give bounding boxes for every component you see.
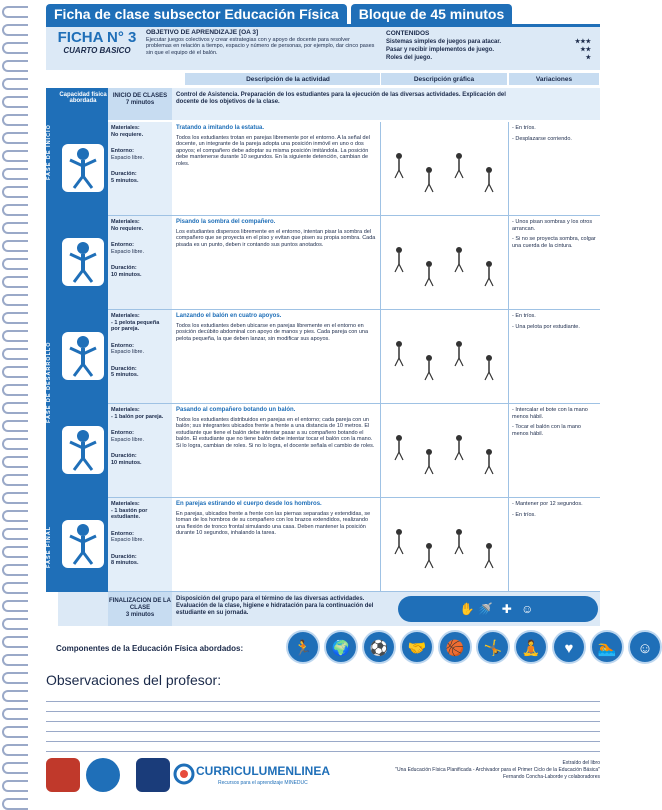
materials-value: No requiere. [111,131,144,138]
duration-value: 5 minutos. [111,177,139,184]
component-icon: ☺ [628,630,662,664]
spiral-ring [2,222,28,234]
ficha-level: CUARTO BASICO [63,46,131,55]
setting-label: Entorno: [111,530,134,537]
variation-item: - Una pelota por estudiante. [512,323,580,330]
header [46,4,512,24]
spiral-ring [2,438,28,450]
variations-cell [508,404,600,497]
star-rating: ★★★ [574,39,591,45]
closing-label-text: FINALIZACION DE LA CLASE [109,598,171,611]
capacity-title: Capacidad física abordada [58,88,108,120]
curriculum-logo-icon [174,764,194,784]
spiral-binding [0,0,30,800]
footer [46,756,600,796]
materials-cell [108,498,172,591]
star-rating: ★★ [580,47,591,53]
materials-label: Materiales: [111,501,140,507]
capacity-figure-icon [62,520,104,568]
setting-label: Entorno: [111,430,134,436]
activity-diagram-icon [381,310,509,404]
phase-start-label: FASE DE INICIO [46,124,52,180]
spiral-ring [2,456,28,468]
materials-value: - 1 bastón por estudiante. [111,507,148,520]
spiral-ring [2,474,28,486]
credit-line: "Una Educación Física Planificada - Archivador para el Primer Ciclo de la Educación Básica" [395,767,600,773]
intro-row [108,88,600,120]
duration-value: 8 minutos. [111,560,139,566]
variation-item: - Desplazarse corriendo. [512,135,572,142]
components [46,628,653,668]
capacity-figure-icon [62,144,104,192]
activity-cell [172,310,380,403]
variation-item: - Tocar el balón con la mano menos hábil. [512,424,581,437]
ficha-number: FICHA N° 3 [57,29,137,46]
content-label: Sistemas simples de juegos para atacar. [386,39,502,45]
observation-line[interactable] [46,732,600,742]
component-icon: ♥ [552,630,586,664]
variations-cell [508,310,600,403]
spiral-ring [2,492,28,504]
phase-final-label: FASE FINAL [46,525,52,569]
activity-description: Todos los estudiantes trotan en parejas libremente por el entorno. A la señal del docente, un integrante de la pareja adopta una posición inmóvil en uno o dos apoyos; el compañero debe adoptar su misma posición imitándola. La posición debe mantenerse durante 10 segundos. En la siguiente detención, cambian de roles. [176,134,370,167]
closing-duration: 3 minutos [125,612,155,618]
activity-row [108,404,600,498]
variation-item: - Intercalar el bote con la mano menos hábil. [512,407,588,420]
observation-line[interactable] [46,712,600,722]
spiral-ring [2,186,28,198]
graphic-cell [380,122,508,215]
setting-value: Espacio libre. [111,154,145,161]
spiral-ring [2,132,28,144]
spiral-ring [2,528,28,540]
closing-text: Disposición del grupo para el término de las diversas actividades. Evaluación de la clase, higiene e hidratación para la continuación del estudiante en su jornada. [176,596,374,616]
spiral-ring [2,204,28,216]
spiral-ring [2,384,28,396]
star-rating: ★ [585,55,591,61]
activity-title: Pisando la sombra del compañero. [176,219,276,225]
duration-value: 10 minutos. [111,271,142,278]
duration-label: Duración: [111,453,137,459]
duration-label: Duración: [111,171,137,177]
materials-label: Materiales: [111,219,140,225]
capacity-figure-icon [62,238,104,286]
activity-diagram-icon [381,122,509,216]
observations-title: Observaciones del profesor: [46,672,222,688]
activity-cell [172,216,380,309]
contents [386,30,591,62]
spiral-ring [2,294,28,306]
observation-line[interactable] [46,692,600,702]
variations-cell [508,122,600,215]
spiral-ring [2,726,28,738]
region-seal-icon [46,758,80,792]
capacity-figure-icon [62,332,104,380]
spiral-ring [2,420,28,432]
activity-row [108,498,600,592]
spiral-ring [2,618,28,630]
header-graphic: Descripción gráfica [380,72,508,86]
spiral-ring [2,654,28,666]
spiral-ring [2,780,28,792]
duration-value: 10 minutos. [111,459,142,466]
spiral-ring [2,636,28,648]
institution-logo-icon [86,758,120,792]
spiral-ring [2,582,28,594]
observations [46,672,600,752]
variation-item: - Mantener por 12 segundos. [512,501,583,507]
spiral-ring [2,114,28,126]
component-icon: 🏀 [438,630,472,664]
activity-cell [172,122,380,215]
activity-title: Pasando al compañero botando un balón. [176,407,296,413]
content-item [386,54,591,62]
spiral-ring [2,60,28,72]
content-item [386,38,591,46]
spiral-ring [2,168,28,180]
component-icon: 🏊 [590,630,624,664]
credits [340,760,600,781]
spiral-ring [2,330,28,342]
component-icon: 🤝 [400,630,434,664]
variations-cell [508,498,600,591]
materials-value: - 1 balón por pareja. [111,413,164,420]
content-label: Roles del juego. [386,55,433,61]
component-icon: 🧘 [514,630,548,664]
variations-cell [508,216,600,309]
setting-value: Espacio libre. [111,349,145,355]
materials-label: Materiales: [111,313,140,319]
materials-cell [108,310,172,403]
activity-diagram-icon [381,498,509,592]
spiral-ring [2,402,28,414]
activity-description: Todos los estudiantes deben ubicarse en parejas libremente en el entorno en posición decúbito abdominal con apoyo de manos y pies. Cada pareja con una pelota pequeña, la que deben lanzar, sin modificar sus apoyos. [176,322,369,342]
spiral-ring [2,744,28,756]
observation-line[interactable] [46,702,600,712]
block-duration: Bloque de 45 minutos [351,4,512,24]
ficha-id [52,29,142,55]
materials-label: Materiales: [111,125,140,131]
spiral-ring [2,348,28,360]
capacity-figure-icon [62,426,104,474]
duration-label: Duración: [111,265,137,271]
component-icon: 🏃 [286,630,320,664]
variation-item: - Si no se proyecta sombra, colgar una cuerda de la cintura. [512,236,596,249]
hygiene-icons: ✋🚿 ✚ ☺ [398,596,598,622]
spiral-ring [2,24,28,36]
components-label: Componentes de la Educación Física abordados: [56,644,244,653]
contents-title: CONTENIDOS [386,30,430,37]
graphic-cell [380,404,508,497]
spiral-ring [2,546,28,558]
spiral-ring [2,762,28,774]
setting-label: Entorno: [111,342,134,349]
duration-label: Duración: [111,365,137,372]
setting-value: Espacio libre. [111,436,145,443]
spiral-ring [2,600,28,612]
activity-description: Todos los estudiantes distribuidos en parejas en el entorno; cada pareja con un balón; sus integrantes ubicados frente a frente a una distancia de 10 metros. El estudiante que tiene el balón debe intentar pasar a su compañero botando el balón. El estudiante que no tiene balón debe intentar tocar el balón con la mano. Si lo logra, cambian de roles. Si no lo logra, el docente señala el cambio de roles. [176,416,375,449]
activity-cell [172,498,380,591]
spiral-ring [2,672,28,684]
activity-cell [172,404,380,497]
spiral-ring [2,276,28,288]
setting-label: Entorno: [111,148,134,154]
component-icon: 🌍 [324,630,358,664]
materials-cell [108,122,172,215]
activity-row [108,310,600,404]
intro-label [108,88,172,120]
variation-item: - En tríos. [512,511,536,518]
intro-duration: 7 minutos [125,100,155,106]
info-panel [46,24,600,70]
setting-value: Espacio libre. [111,537,145,543]
component-icon: 🤸 [476,630,510,664]
setting-label: Entorno: [111,242,134,248]
curriculum-subtitle: Recursos para el aprendizaje MINEDUC [218,780,308,786]
materials-label: Materiales: [111,407,140,413]
lesson-sheet [30,0,653,800]
closing-row [58,592,600,626]
content-item [386,46,591,54]
spiral-ring [2,6,28,18]
observation-line[interactable] [46,742,600,752]
spiral-ring [2,78,28,90]
spiral-ring [2,798,28,810]
observation-line[interactable] [46,722,600,732]
activity-description: Los estudiantes dispersos libremente en el entorno, intentan pisar la sombra del compañero que se proyecta en el piso y evitan que pisen su propia sombra. Cada pisada es un punto, deben ir contando sus puntos anotados. [176,228,376,248]
spiral-ring [2,150,28,162]
spiral-ring [2,240,28,252]
activity-title: Lanzando el balón en cuatro apoyos. [176,313,282,319]
graphic-cell [380,310,508,403]
intro-text: Control de Asistencia. Preparación de los estudiantes para la ejecución de las diversas actividades. Explicación del docente de los objetivos de la clase. [176,92,506,105]
activity-diagram-icon [381,216,509,310]
graphic-cell [380,216,508,309]
materials-value: No requiere. [111,225,144,232]
activity-row [108,216,600,310]
graphic-cell [380,498,508,591]
spiral-ring [2,42,28,54]
activity-title: Tratando a imitando la estatua. [176,125,265,131]
activity-title: En parejas estirando el cuerpo desde los hombros. [176,501,322,507]
variation-item: - Unos pisan sombras y los otros arrancan. [512,219,593,232]
objective-text: Ejecutar juegos colectivos y crear estrategias con y apoyo de docente para resolver problemas en relación a tiempo, espacio y número de personas, por ejemplo, dar cinco pases sin que el equipo dé el balón. [146,36,375,56]
spiral-ring [2,258,28,270]
content-label: Pasar y recibir implementos de juego. [386,47,495,53]
objective-title: OBJETIVO DE APRENDIZAJE [OA 3] [146,29,259,36]
duration-value: 5 minutos. [111,372,139,378]
spiral-ring [2,564,28,576]
header-activity: Descripción de la actividad [184,72,392,86]
closing-label [108,592,172,626]
credit-line: Extraído del libro [562,760,600,766]
objective [146,30,376,56]
spiral-ring [2,690,28,702]
variation-item: - En tríos. [512,125,536,131]
materials-value: - 1 pelota pequeña por pareja. [111,319,160,332]
sheet-title: Ficha de clase subsector Educación Física [46,4,347,24]
spiral-ring [2,366,28,378]
intro-label-text: INICIO DE CLASES [112,93,168,99]
variation-item: - En tríos. [512,313,536,319]
curriculum-brand: CURRICULUMENLINEA [196,764,330,778]
spiral-ring [2,312,28,324]
component-icon: ⚽ [362,630,396,664]
activity-description: En parejas, ubicados frente a frente con las piernas separadas y extendidas, se toman de los hombros de su compañero con los brazos extendidos, realizando una flexión de tronco frontal simulando una casa. Deben mantener la posición durante 10 segundos, inhalando la tarea. [176,510,371,537]
materials-cell [108,404,172,497]
ministry-logo-icon [136,758,170,792]
spiral-ring [2,510,28,522]
duration-label: Duración: [111,553,137,560]
activity-diagram-icon [381,404,509,498]
header-variations: Variaciones [508,72,600,86]
spiral-ring [2,96,28,108]
activity-row [108,122,600,216]
credit-line: Fernando Concha-Laborde y colaboradores [502,774,600,780]
phase-development-label: FASE DE DESARROLLO [46,341,52,423]
setting-value: Espacio libre. [111,248,145,255]
spiral-ring [2,708,28,720]
materials-cell [108,216,172,309]
